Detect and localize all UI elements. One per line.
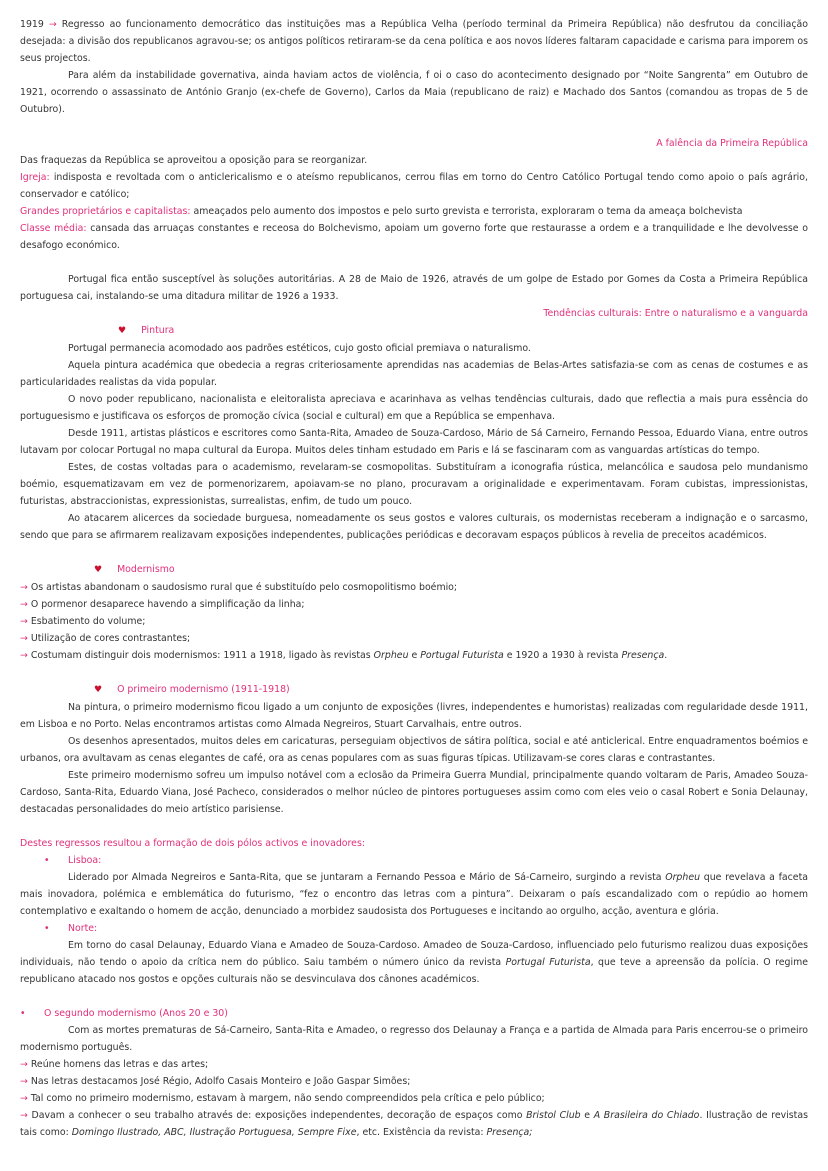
lisboa-paragraph xyxy=(20,869,808,920)
revista-presenca: Presença xyxy=(621,650,665,661)
pintura-title-line xyxy=(20,322,808,340)
arrow-icon: → xyxy=(20,582,28,593)
modernismo-title-line xyxy=(20,561,808,579)
segundo-last-text: , etc. Existência da revista: xyxy=(356,1127,487,1138)
arrow-icon: → xyxy=(20,1110,28,1121)
arrow-icon: → xyxy=(20,616,28,627)
intro-paragraph xyxy=(20,16,808,67)
modernismo-item xyxy=(20,647,808,664)
norte-paragraph xyxy=(20,937,808,988)
bristol-club: Bristol Club xyxy=(526,1110,581,1121)
heart-icon: ♥ xyxy=(94,685,103,695)
arrow-icon: → xyxy=(20,1059,28,1070)
primeiro-paragraph: Este primeiro modernismo sofreu um impulso notável com a eclosão da Primeira Guerra Mundial, principalmente quando voltaram de Paris, Amadeo Souza-Cardoso, Santa-Rita, Eduardo Viana, José Pacheco, considerados o melhor núcleo de pintores portugueses assim como com eles veio o casal Robert e Sonia Delaunay, destacadas personalidades do meio artístico parisiense. xyxy=(20,770,808,815)
revista-portugal-futurista: Portugal Futurista xyxy=(420,650,504,661)
intro-year: 1919 xyxy=(20,19,44,30)
pintura-title: Pintura xyxy=(141,325,175,336)
modernismo-item xyxy=(20,579,808,596)
falencia-item-label: Grandes proprietários e capitalistas: xyxy=(20,206,191,217)
falencia-heading: A falência da Primeira República xyxy=(656,138,808,149)
heart-icon: ♥ xyxy=(118,326,127,336)
primeiro-paragraph: Na pintura, o primeiro modernismo ficou ligado a um conjunto de exposições (livres, independentes e humoristas) realizadas com regularidade desde 1911, em Lisboa e no Porto. Nelas encontramos artistas como Almada Negreiros, Stuart Carvalhais, entre outros. xyxy=(20,702,808,730)
segundo-paragraph: Com as mortes prematuras de Sá-Carneiro, Santa-Rita e Amadeo, o regresso dos Delaunay a França e a partida de Almada para Paris encerrou-se o primeiro modernismo português. xyxy=(20,1025,808,1053)
revistas-list: Domingo Ilustrado, ABC, Ilustração Portuguesa, Sempre Fixe xyxy=(71,1127,357,1138)
modernismo-item xyxy=(20,596,808,613)
tendencias-heading: Tendências culturais: Entre o naturalismo e a vanguarda xyxy=(543,308,808,319)
heart-icon: ♥ xyxy=(94,565,103,575)
falencia-item xyxy=(20,203,808,220)
brasileira-do-chiado: A Brasileira do Chiado xyxy=(593,1110,700,1121)
modernismo-title: Modernismo xyxy=(117,564,175,575)
lisboa-title-line xyxy=(20,852,808,869)
arrow-icon: → xyxy=(20,633,28,644)
modernismo-item-text: O pormenor desaparece havendo a simplificação da linha; xyxy=(30,599,305,610)
falencia-item-text: indisposta e revoltada com o anticlericalismo e o ateísmo republicanos, cerrou filas em torno do Centro Católico Portugal tendo como apoio o país agrário, conservador e católico; xyxy=(20,172,808,200)
modernismo-item-text: Os artistas abandonam o saudosismo rural que é substituído pelo cosmopolitismo boémio; xyxy=(30,582,458,593)
arrow-icon: → xyxy=(20,1076,28,1087)
falencia-intro: Das fraquezas da República se aproveitou a oposição para se reorganizar. xyxy=(20,155,368,166)
segundo-item xyxy=(20,1090,808,1107)
segundo-last-text: . Ilustração de revistas tais como: xyxy=(20,1110,808,1138)
arrow-icon: → xyxy=(48,19,57,30)
pintura-paragraph: Aquela pintura académica que obedecia a regras criteriosamente aprendidas nas academias de Belas-Artes satisfazia-se com as cenas de costumes e as particularidades realistas da vida popular. xyxy=(20,360,808,388)
falencia-item-label: Igreja: xyxy=(20,172,50,183)
falencia-item xyxy=(20,220,808,254)
pintura-paragraph: O novo poder republicano, nacionalista e eleitoralista apreciava e acarinhava as velhas tendências culturais, dado que reflectia a mais pura essência do portuguesismo e justificava os esforços de promoção cívica (social e cultural) em que a República se empenhava. xyxy=(20,394,808,422)
pintura-paragraph: Portugal permanecia acomodado aos padrões estéticos, cujo gosto oficial premiava o naturalismo. xyxy=(68,343,531,354)
modernismo-item xyxy=(20,613,808,630)
falencia-item-text: ameaçados pelo aumento dos impostos e pelo surto grevista e terrorista, exploraram o tema da ameaça bolchevista xyxy=(190,206,743,217)
revista-portugal-futurista: Portugal Futurista xyxy=(505,957,591,968)
pintura-paragraph: Ao atacarem alicerces da sociedade burguesa, nomeadamente os seus gostos e valores culturais, os modernistas receberam a indignação e o sarcasmo, sendo que para se afirmarem realizavam exposições independentes, publicações periódicas e decoravam espaços públicos à revelia de preceitos académicos. xyxy=(20,513,808,541)
segundo-title-line xyxy=(20,1005,808,1022)
lisboa-text: que revelava a faceta mais inovadora, polémica e emblemática do futurismo, “fez o encontro das letras com a pintura”. Deixaram o país escandalizado com o repúdio ao homem contemplativo e exaltando o homem de acção, denunciado a morbidez saudosista dos Portugueses e incitando ao orgulho, acção, aventura e glória. xyxy=(20,872,808,917)
segundo-title: O segundo modernismo (Anos 20 e 30) xyxy=(44,1008,228,1019)
conjunction: e xyxy=(408,650,421,661)
modernismo-item-text: Esbatimento do volume; xyxy=(30,616,146,627)
segundo-item xyxy=(20,1073,808,1090)
segundo-last-text: Davam a conhecer o seu trabalho através de: exposições independentes, decoração de espaços como xyxy=(31,1110,527,1121)
intro-text: Regresso ao funcionamento democrático das instituições mas a República Velha (período terminal da Primeira República) não desfrutou da conciliação desejada: a divisão dos republicanos agravou-se; os antigos políticos retiraram-se da cena política e aos novos líderes faltaram capacidade e carisma para imporem os seus projectos. xyxy=(20,19,808,64)
norte-title-line xyxy=(20,920,808,937)
primeiro-title-line xyxy=(20,681,808,699)
revista-orpheu: Orpheu xyxy=(373,650,409,661)
lisboa-text: Liderado por Almada Negreiros e Santa-Rita, que se juntaram a Fernando Pessoa e Mário de Sá-Carneiro, surgindo a revista xyxy=(68,872,666,883)
arrow-icon: → xyxy=(20,650,28,661)
pintura-paragraph: Desde 1911, artistas plásticos e escritores como Santa-Rita, Amadeo de Souza-Cardoso, Mário de Sá Carneiro, Fernando Pessoa, Eduardo Viana, entre outros lutavam por colocar Portugal no mapa cultural da Europa. Muitos deles tinham estudado em Paris e lá se fascinaram com as vanguardas artísticas do tempo. xyxy=(20,428,808,456)
bullet-icon: • xyxy=(44,855,50,866)
primeiro-paragraph: Os desenhos apresentados, muitos deles em caricaturas, perseguiam objectivos de sátira política, social e até anticlerical. Entre enquadramentos boémios e urbanos, ora avultavam as cenas elegantes de café, ora as cenas populares com as suas figuras típicas. Utilizavam-se cores claras e contrastantes. xyxy=(20,736,808,764)
segundo-item-text: Tal como no primeiro modernismo, estavam à margem, não sendo compreendidos pela crítica e pelo público; xyxy=(30,1093,545,1104)
bullet-icon: • xyxy=(44,923,50,934)
modernismo-item xyxy=(20,630,808,647)
pintura-paragraph: Estes, de costas voltadas para o academismo, revelaram-se cosmopolitas. Substituíram a iconografia rústica, melancólica e saudosa pelo mundanismo boémio, esquematizavam em vez de pormenorizarem, apoiavam-se no plano, procuravam a originalidade e experimentavam. Foram cubistas, impressionistas, futuristas, abstraccionistas, expressionistas, surrealistas, enfim, de tudo um pouco. xyxy=(20,462,808,507)
segundo-item xyxy=(20,1056,808,1073)
arrow-icon: → xyxy=(20,599,28,610)
arrow-icon: → xyxy=(20,1093,28,1104)
noite-sangrenta-paragraph: Para além da instabilidade governativa, ainda haviam actos de violência, f oi o caso do acontecimento designado por “Noite Sangrenta” em Outubro de 1921, ocorrendo o assassinato de António Granjo (ex-chefe de Governo), Carlos da Maia (republicano de raiz) e Machado dos Santos (comandou as tropas de 5 de Outubro). xyxy=(20,70,808,115)
segundo-item-text: Reúne homens das letras e das artes; xyxy=(30,1059,209,1070)
segundo-item-text: Nas letras destacamos José Régio, Adolfo Casais Monteiro e João Gaspar Simões; xyxy=(30,1076,411,1087)
regressos-heading: Destes regressos resultou a formação de dois pólos activos e inovadores: xyxy=(20,838,365,849)
falencia-item-label: Classe média: xyxy=(20,223,87,234)
norte-title: Norte: xyxy=(68,923,98,934)
bullet-icon: • xyxy=(20,1008,26,1019)
modernismo-last-text: e 1920 a 1930 à revista xyxy=(503,650,622,661)
modernismo-item-text: Utilização de cores contrastantes; xyxy=(30,633,191,644)
falencia-conclusion: Portugal fica então susceptível às soluções autoritárias. A 28 de Maio de 1926, através de um golpe de Estado por Gomes da Costa a Primeira República portuguesa cai, instalando-se uma ditadura militar de 1926 a 1933. xyxy=(20,274,808,302)
primeiro-title: O primeiro modernismo (1911-1918) xyxy=(117,684,290,695)
conjunction: e xyxy=(580,1110,594,1121)
modernismo-last-text: Costumam distinguir dois modernismos: 1911 a 1918, ligado às revistas xyxy=(30,650,374,661)
revista-orpheu: Orpheu xyxy=(665,872,701,883)
falencia-item xyxy=(20,169,808,203)
norte-text: Em torno do casal Delaunay, Eduardo Viana e Amadeo de Souza-Cardoso. Amadeo de Souza-Cardoso, influenciado pelo futurismo realizou duas exposições individuais, não tendo o apoio da crítica nem do público. Saiu também o número único da revista xyxy=(20,940,808,968)
segundo-item xyxy=(20,1107,808,1141)
revista-presenca: Presença; xyxy=(486,1127,533,1138)
period: . xyxy=(664,650,668,661)
lisboa-title: Lisboa: xyxy=(68,855,102,866)
falencia-item-text: cansada das arruaças constantes e receosa do Bolchevismo, apoiam um governo forte que restaurasse a ordem e a tranquilidade e lhe devolvesse o desafogo económico. xyxy=(20,223,808,251)
norte-text: , que teve a apreensão da polícia. O regime republicano atacado nos gostos e opções culturais não se desvinculava dos cânones académicos. xyxy=(20,957,808,985)
